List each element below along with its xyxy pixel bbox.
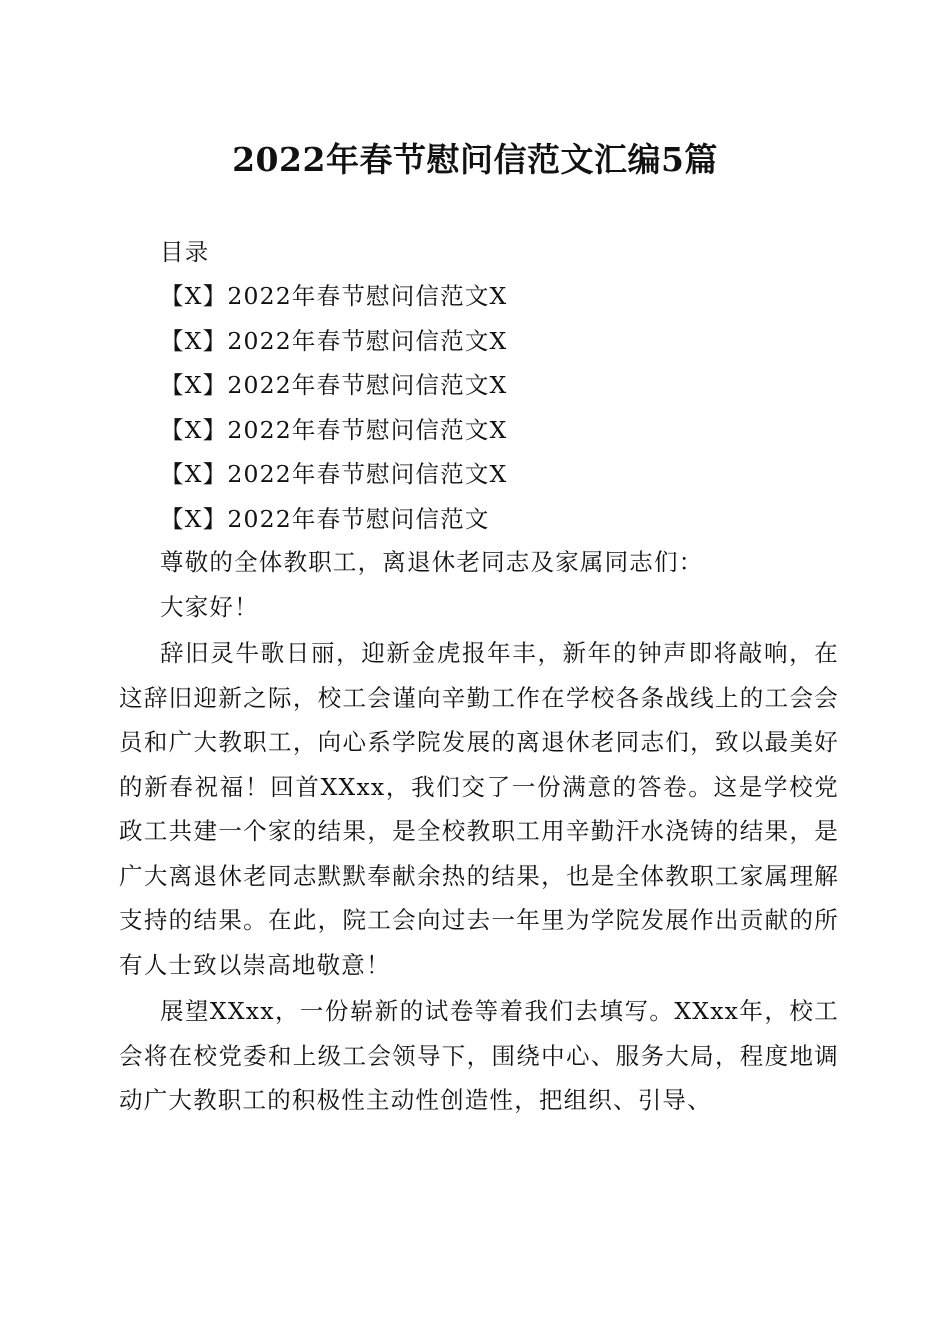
toc-item[interactable]: 【X】2022年春节慰问信范文 [160, 504, 490, 533]
toc-item[interactable]: 【X】2022年春节慰问信范文X [160, 282, 508, 310]
paragraph-text: 辞旧灵牛歌日丽，迎新金虎报年丰，新年的钟声即将敲响，在这辞旧迎新之际，校工会谨向辛勤工作在学校各条战线上的工会会员和广大教职工，向心系学院发展的离退休老同志们，致以最美好的新春祝福！回首XXxx，我们交了一份满意的答卷。这是学校党政工共建一个家的结果，是全校教职工用辛勤汗水浇铸的结果，是广大离退休老同志默默奉献余热的结果，也是全体教职工家属理解支持的结果。在此，院工会向过去一年里为学院发展作出贡献的所有人士致以崇高地敬意！ [119, 639, 839, 979]
body-paragraph-1 [119, 631, 839, 987]
toc-item[interactable]: 【X】2022年春节慰问信范文X [160, 460, 508, 488]
document-title: 2022年春节慰问信范文汇编5篇 [232, 140, 718, 179]
toc-item[interactable]: 【X】2022年春节慰问信范文X [160, 415, 508, 444]
body-paragraph-2 [119, 989, 839, 1123]
letter-salutation: 尊敬的全体教职工，离退休老同志及家属同志们： [160, 548, 704, 576]
toc-item[interactable]: 【X】2022年春节慰问信范文X [160, 326, 508, 355]
paragraph-text: 展望XXxx，一份崭新的试卷等着我们去填写。XXxx年，校工会将在校党委和上级工会领导下，围绕中心、服务大局，程度地调动广大教职工的积极性主动性创造性，把组织、引导、 [119, 997, 839, 1114]
letter-greeting: 大家好！ [160, 593, 259, 621]
toc-item[interactable]: 【X】2022年春节慰问信范文X [160, 371, 508, 399]
toc-heading: 目录 [160, 238, 210, 266]
table-of-contents [119, 274, 880, 541]
